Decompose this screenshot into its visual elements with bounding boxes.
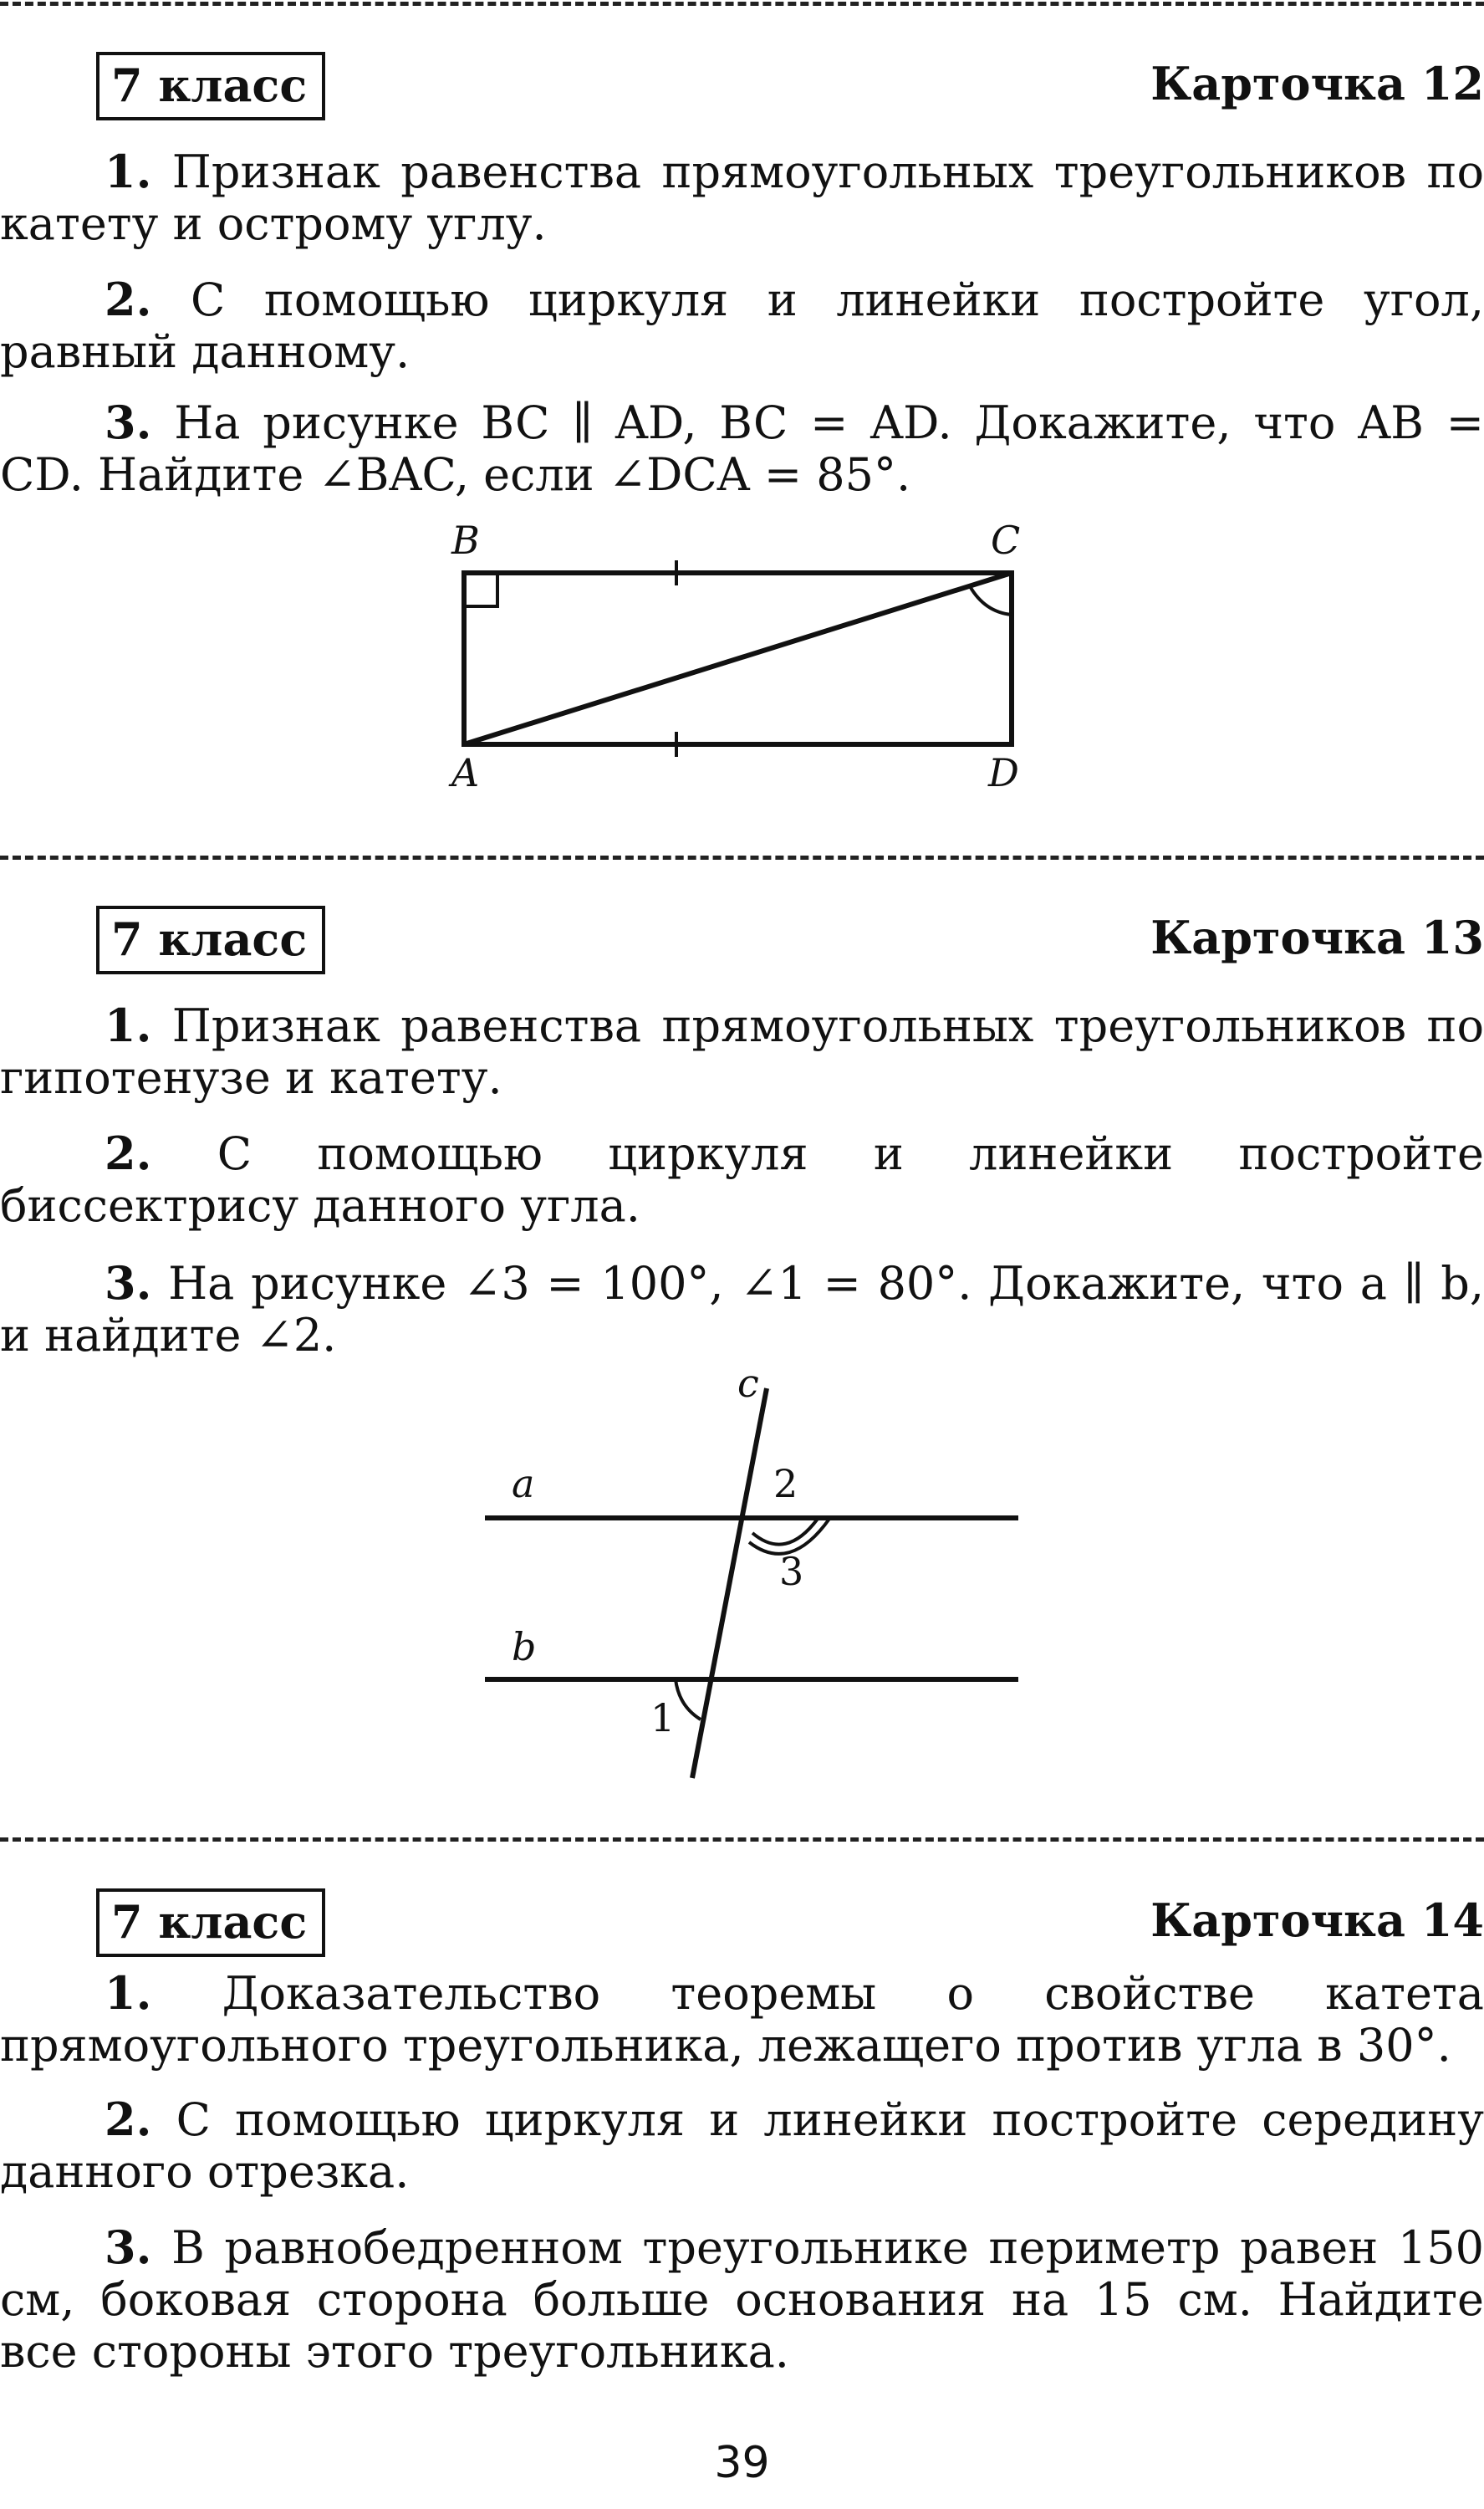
task-2: 2. С помощью циркуля и линейки постройте угол, равный данному. [0,273,1484,378]
task-3: 3. В равнобедренном треугольнике периметр равен 150 см, боковая сторона больше основания на 15 см. Найдите все стороны этого треугольника. [0,2220,1484,2378]
cut-line-2 [0,1837,1484,1842]
label-c: c [737,1363,759,1406]
label-c: C [991,519,1021,563]
task-3: 3. На рисунке ∠3 = 100°, ∠1 = 80°. Докажите, что a ∥ b, и найдите ∠2. [0,1256,1484,1362]
diagonal-ac [464,573,1012,744]
label-angle-2: 2 [773,1461,798,1506]
grade-label: 7 класс [96,52,325,120]
cut-line-1 [0,856,1484,860]
label-d: D [988,750,1019,795]
label-b: b [512,1624,537,1669]
label-b: B [451,519,480,563]
label-a: A [451,750,480,795]
card-number: Карточка 14 [1150,1893,1484,1947]
label-angle-1: 1 [650,1695,676,1740]
task-1: 1. Признак равенства прямоугольных треугольников по катету и острому углу. [0,145,1484,250]
label-angle-3: 3 [779,1549,804,1594]
grade-label: 7 класс [96,1888,325,1957]
card-number: Карточка 12 [1150,57,1484,110]
figure-parallel-lines [468,1363,1037,1790]
angle-1-arc [676,1679,701,1720]
line-c [692,1388,767,1778]
task-1: 1. Признак равенства прямоугольных треугольников по гипотенузе и катету. [0,999,1484,1104]
task-2: 2. С помощью циркуля и линейки постройте биссектрису данного угла. [0,1127,1484,1232]
card-number: Карточка 13 [1150,911,1484,964]
figure-rectangle [435,519,1037,795]
right-angle-mark [464,573,497,606]
task-2: 2. С помощью циркуля и линейки постройте середину данного отрезка. [0,2093,1484,2198]
task-3: 3. На рисунке BC ∥ AD, BC = AD. Докажите, что AB = CD. Найдите ∠BAC, если ∠DCA = 85°. [0,396,1484,501]
page-number: 39 [714,2438,770,2488]
label-a: a [512,1461,535,1506]
grade-label: 7 класс [96,906,325,974]
task-1: 1. Доказательство теоремы о свойстве катета прямоугольного треугольника, лежащего против угла в 30°. [0,1966,1484,2072]
cut-line-top [0,2,1484,6]
angle-dca-arc [970,586,1012,615]
